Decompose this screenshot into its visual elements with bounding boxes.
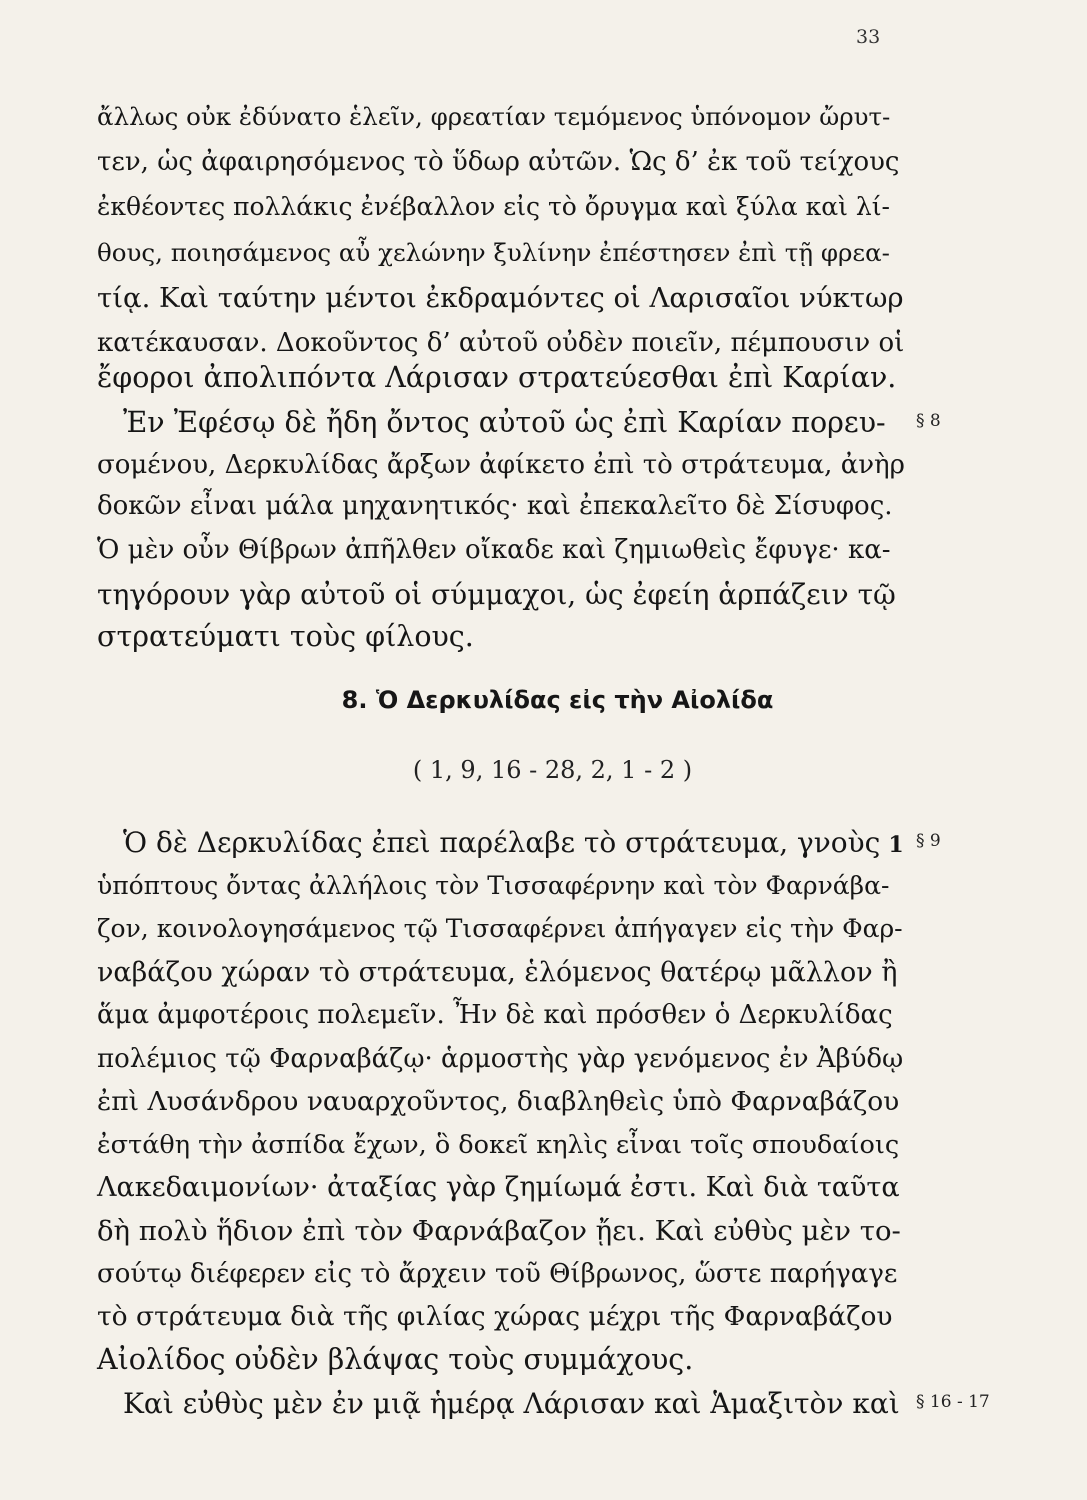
inline-section-number: 1 <box>888 832 904 858</box>
text-line: σούτῳ διέφερεν εἰς τὸ ἄρχειν τοῦ Θίβρωνος, ὥστε παρήγαγε <box>97 1259 898 1289</box>
text-line: Ὁ μὲν οὖν Θίβρων ἀπῆλθεν οἴκαδε καὶ ζημιωθεὶς ἔφυγε· κα- <box>97 535 891 565</box>
text-line: Αἰολίδος οὐδὲν βλάψας τοὺς συμμάχους. <box>97 1343 694 1376</box>
text-line: ὑπόπτους ὄντας ἀλλήλοις τὸν Τισσαφέρνην καὶ τὸν Φαρνάβα- <box>97 871 890 900</box>
text-line: ἐπὶ Λυσάνδρου ναυαρχοῦντος, διαβληθεὶς ὑπὸ Φαρναβάζου <box>97 1086 900 1117</box>
text-line: σομένου, Δερκυλίδας ἄρξων ἀφίκετο ἐπὶ τὸ στράτευμα, ἀνὴρ <box>97 450 905 480</box>
text-line: τεν, ὡς ἀφαιρησόμενος τὸ ὕδωρ αὐτῶν. Ὡς δ’ ἐκ τοῦ τείχους <box>97 147 900 177</box>
text-line: ναβάζου χώραν τὸ στράτευμα, ἑλόμενος θατέρῳ μᾶλλον ἢ <box>97 957 898 988</box>
text-line: Λακεδαιμονίων· ἀταξίας γὰρ ζημίωμά ἐστι. Καὶ διὰ ταῦτα <box>97 1172 900 1203</box>
text-line: θους, ποιησάμενος αὖ χελώνην ξυλίνην ἐπέστησεν ἐπὶ τῇ φρεα- <box>97 238 890 267</box>
text-line: ἅμα ἀμφοτέροις πολεμεῖν. Ἦν δὲ καὶ πρόσθεν ὁ Δερκυλίδας <box>97 1000 893 1030</box>
page-number: 33 <box>856 26 881 48</box>
text-line: δὴ πολὺ ἥδιον ἐπὶ τὸν Φαρνάβαζον ᾔει. Καὶ εὐθὺς μὲν το- <box>97 1215 901 1247</box>
text-line: κατέκαυσαν. Δοκοῦντος δ’ αὐτοῦ οὐδὲν ποιεῖν, πέμπουσιν οἱ <box>97 328 905 358</box>
text-line: τηγόρουν γὰρ αὐτοῦ οἱ σύμμαχοι, ὡς ἐφείη ἁρπάζειν τῷ <box>97 578 896 611</box>
text-line: Καὶ εὐθὺς μὲν ἐν μιᾷ ἡμέρᾳ Λάρισαν καὶ Ἁμαξιτὸν καὶ <box>123 1387 900 1420</box>
text-line: τὸ στράτευμα διὰ τῆς φιλίας χώρας μέχρι τῆς Φαρναβάζου <box>97 1301 893 1332</box>
text-line: τίᾳ. Καὶ ταύτην μέντοι ἐκδραμόντες οἱ Λαρισαῖοι νύκτωρ <box>97 282 904 314</box>
text-line: ἄλλως οὐκ ἐδύνατο ἑλεῖν, φρεατίαν τεμόμενος ὑπόνομον ὤρυτ- <box>97 102 891 131</box>
text-line: πολέμιος τῷ Φαρναβάζῳ· ἁρμοστὴς γὰρ γενόμενος ἐν Ἀβύδῳ <box>97 1044 904 1074</box>
text-line: ἐστάθη τὴν ἀσπίδα ἔχων, ὃ δοκεῖ κηλὶς εἶναι τοῖς σπουδαίοις <box>97 1130 900 1160</box>
text-line: στρατεύματι τοὺς φίλους. <box>97 620 474 653</box>
section-margin-ref: § 8 <box>916 411 941 431</box>
text-line: ἐκθέοντες πολλάκις ἐνέβαλλον εἰς τὸ ὄρυγμα καὶ ξύλα καὶ λί- <box>97 192 890 221</box>
text-line: δοκῶν εἶναι μάλα μηχανητικός· καὶ ἐπεκαλεῖτο δὲ Σίσυφος. <box>97 491 893 521</box>
section-margin-ref: § 16 - 17 <box>916 1392 990 1412</box>
text-line: Ἐν Ἐφέσῳ δὲ ἤδη ὄντος αὐτοῦ ὡς ἐπὶ Καρίαν πορευ- <box>123 406 886 439</box>
text-line <box>123 823 904 865</box>
section-margin-ref: § 9 <box>916 831 941 851</box>
section-heading: 8. Ὁ Δερκυλίδας εἰς τὴν Αἰολίδα <box>341 686 774 714</box>
section-citation: ( 1, 9, 16 - 28, 2, 1 - 2 ) <box>412 756 693 784</box>
text-line: ζον, κοινολογησάμενος τῷ Τισσαφέρνει ἀπήγαγεν εἰς τὴν Φαρ- <box>97 914 903 943</box>
text-line-content: Ὁ δὲ Δερκυλίδας ἐπεὶ παρέλαβε τὸ στράτευμα, γνοὺς <box>123 826 881 859</box>
text-line: ἔφοροι ἀπολιπόντα Λάρισαν στρατεύεσθαι ἐπὶ Καρίαν. <box>97 361 897 394</box>
